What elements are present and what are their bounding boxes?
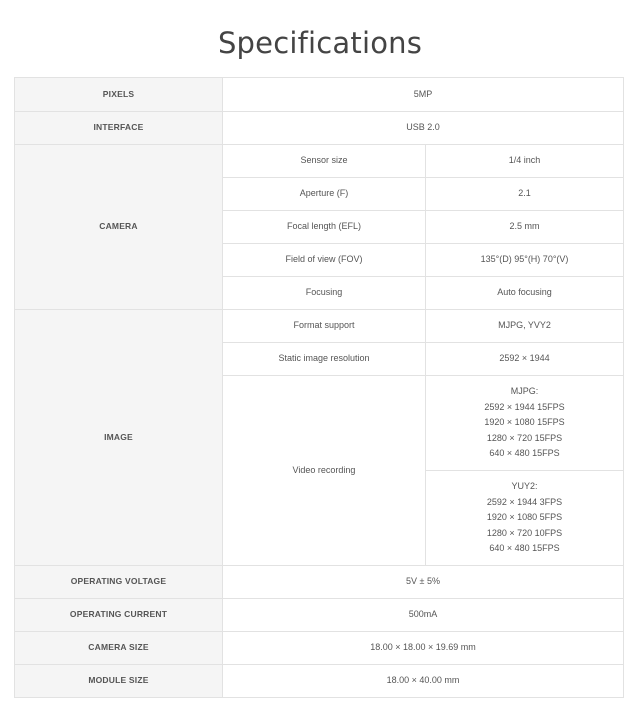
value-operating-current: 500mA — [223, 599, 624, 632]
spec-name: Focusing — [223, 277, 426, 310]
value-operating-voltage: 5V ± 5% — [223, 566, 624, 599]
list-item: MJPG: — [510, 386, 539, 397]
spec-name: Aperture (F) — [223, 178, 426, 211]
list-item: 1280 × 720 10FPS — [486, 527, 563, 538]
row-label-pixels: PIXELS — [15, 78, 223, 112]
list-item: 1920 × 1080 5FPS — [486, 512, 563, 523]
list-item: 1920 × 1080 15FPS — [484, 417, 565, 428]
value-interface: USB 2.0 — [223, 112, 624, 145]
video-mjpg-list — [426, 384, 623, 462]
value-camera-size: 18.00 × 18.00 × 19.69 mm — [223, 632, 624, 665]
table-row — [15, 632, 624, 665]
video-yuy2-cell — [426, 471, 624, 566]
spec-name: Sensor size — [223, 145, 426, 178]
list-item: 640 × 480 15FPS — [489, 448, 560, 459]
list-item: YUY2: — [511, 481, 538, 492]
row-label-image: IMAGE — [15, 310, 223, 566]
spec-value: 1/4 inch — [426, 145, 624, 178]
spec-value: Auto focusing — [426, 277, 624, 310]
list-item: 2592 × 1944 3FPS — [486, 496, 563, 507]
table-row — [15, 112, 624, 145]
table-row — [15, 145, 624, 178]
table-row — [15, 599, 624, 632]
spec-name-video: Video recording — [223, 376, 426, 566]
list-item: 1280 × 720 15FPS — [486, 432, 563, 443]
video-yuy2-list — [426, 479, 623, 557]
table-row — [15, 78, 624, 112]
row-label-module-size: MODULE SIZE — [15, 665, 223, 698]
list-item: 2592 × 1944 15FPS — [484, 401, 565, 412]
page-title: Specifications — [217, 26, 423, 60]
video-mjpg-cell — [426, 376, 624, 471]
value-module-size: 18.00 × 40.00 mm — [223, 665, 624, 698]
row-label-interface: INTERFACE — [15, 112, 223, 145]
value-pixels: 5MP — [223, 78, 624, 112]
spec-name: Focal length (EFL) — [223, 211, 426, 244]
spec-value: 2.5 mm — [426, 211, 624, 244]
spec-value: MJPG, YVY2 — [426, 310, 624, 343]
spec-name: Format support — [223, 310, 426, 343]
spec-value: 2592 × 1944 — [426, 343, 624, 376]
row-label-operating-current: OPERATING CURRENT — [15, 599, 223, 632]
row-label-operating-voltage: OPERATING VOLTAGE — [15, 566, 223, 599]
specifications-table — [14, 77, 624, 698]
spec-value: 2.1 — [426, 178, 624, 211]
spec-name: Field of view (FOV) — [223, 244, 426, 277]
row-label-camera: CAMERA — [15, 145, 223, 310]
spec-value: 135°(D) 95°(H) 70°(V) — [426, 244, 624, 277]
row-label-camera-size: CAMERA SIZE — [15, 632, 223, 665]
table-row — [15, 665, 624, 698]
spec-name: Static image resolution — [223, 343, 426, 376]
table-row — [15, 310, 624, 343]
table-row — [15, 566, 624, 599]
list-item: 640 × 480 15FPS — [489, 543, 560, 554]
